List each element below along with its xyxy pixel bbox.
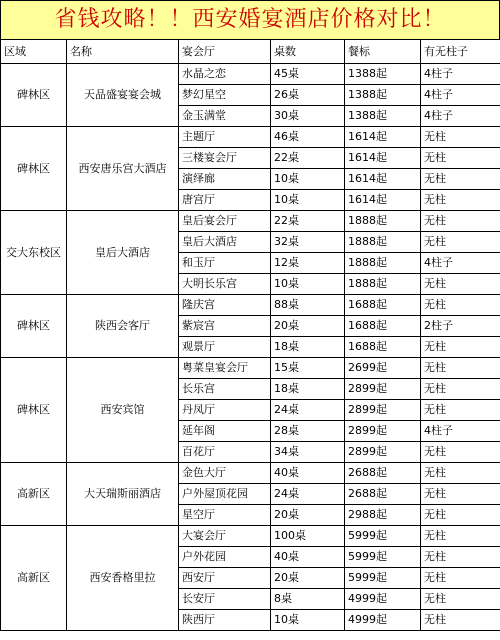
tables-cell: 12桌 <box>271 253 345 274</box>
tables-cell: 22桌 <box>271 148 345 169</box>
tables-cell: 26桌 <box>271 85 345 106</box>
table-row <box>1 526 500 547</box>
tables-cell: 20桌 <box>271 316 345 337</box>
tables-cell: 18桌 <box>271 379 345 400</box>
tables-cell: 10桌 <box>271 169 345 190</box>
hotel-price-table <box>0 39 500 631</box>
tables-cell: 10桌 <box>271 610 345 631</box>
pillars-cell: 2柱子 <box>421 316 500 337</box>
district-cell: 碑林区 <box>1 358 67 463</box>
district-cell: 碑林区 <box>1 295 67 358</box>
tables-cell: 24桌 <box>271 400 345 421</box>
tables-cell: 22桌 <box>271 211 345 232</box>
hall-cell: 陕西厅 <box>179 610 271 631</box>
price-cell: 1888起 <box>345 211 421 232</box>
district-cell: 碑林区 <box>1 64 67 127</box>
hotel-name-cell: 天品盛宴宴会城 <box>67 64 179 127</box>
tables-cell: 24桌 <box>271 484 345 505</box>
table-row <box>1 127 500 148</box>
table-row <box>1 64 500 85</box>
district-cell: 碑林区 <box>1 127 67 211</box>
price-cell: 1388起 <box>345 64 421 85</box>
pillars-cell: 无柱 <box>421 379 500 400</box>
tables-cell: 40桌 <box>271 463 345 484</box>
hall-cell: 和玉厅 <box>179 253 271 274</box>
tables-cell: 10桌 <box>271 190 345 211</box>
pillars-cell: 4柱子 <box>421 253 500 274</box>
page-title: 省钱攻略！！西安婚宴酒店价格对比！ <box>0 0 500 40</box>
price-cell: 1614起 <box>345 190 421 211</box>
tables-cell: 88桌 <box>271 295 345 316</box>
price-cell: 2899起 <box>345 442 421 463</box>
pillars-cell: 无柱 <box>421 337 500 358</box>
hall-cell: 星空厅 <box>179 505 271 526</box>
hall-cell: 延年阁 <box>179 421 271 442</box>
pillars-cell: 无柱 <box>421 127 500 148</box>
tables-cell: 20桌 <box>271 568 345 589</box>
tables-cell: 28桌 <box>271 421 345 442</box>
hall-cell: 皇后大酒店 <box>179 232 271 253</box>
price-cell: 5999起 <box>345 526 421 547</box>
tables-cell: 30桌 <box>271 106 345 127</box>
hall-cell: 大明长乐宫 <box>179 274 271 295</box>
tables-cell: 15桌 <box>271 358 345 379</box>
tables-cell: 10桌 <box>271 274 345 295</box>
district-cell: 交大东校区 <box>1 211 67 295</box>
header-tables: 桌数 <box>271 40 345 64</box>
price-cell: 1888起 <box>345 274 421 295</box>
pillars-cell: 无柱 <box>421 547 500 568</box>
hall-cell: 演绎廊 <box>179 169 271 190</box>
header-price: 餐标 <box>345 40 421 64</box>
tables-cell: 8桌 <box>271 589 345 610</box>
price-cell: 2688起 <box>345 463 421 484</box>
hall-cell: 粤菜皇宴会厅 <box>179 358 271 379</box>
hotel-name-cell: 大天瑞斯丽酒店 <box>67 463 179 526</box>
hall-cell: 西安厅 <box>179 568 271 589</box>
hall-cell: 三楼宴会厅 <box>179 148 271 169</box>
table-row <box>1 211 500 232</box>
table-body <box>1 64 500 631</box>
hall-cell: 户外屋顶花园 <box>179 484 271 505</box>
pillars-cell: 无柱 <box>421 274 500 295</box>
hall-cell: 长安厅 <box>179 589 271 610</box>
district-cell: 高新区 <box>1 526 67 631</box>
price-cell: 1688起 <box>345 337 421 358</box>
pillars-cell: 无柱 <box>421 169 500 190</box>
pillars-cell: 无柱 <box>421 568 500 589</box>
price-cell: 2899起 <box>345 379 421 400</box>
table-row <box>1 295 500 316</box>
price-cell: 4999起 <box>345 589 421 610</box>
hotel-name-cell: 西安香格里拉 <box>67 526 179 631</box>
hall-cell: 水晶之恋 <box>179 64 271 85</box>
tables-cell: 46桌 <box>271 127 345 148</box>
hall-cell: 大宴会厅 <box>179 526 271 547</box>
hall-cell: 观景厅 <box>179 337 271 358</box>
hall-cell: 丹凤厅 <box>179 400 271 421</box>
hall-cell: 金色大厅 <box>179 463 271 484</box>
tables-cell: 40桌 <box>271 547 345 568</box>
hotel-name-cell: 陕西会客厅 <box>67 295 179 358</box>
pillars-cell: 无柱 <box>421 505 500 526</box>
hotel-name-cell: 皇后大酒店 <box>67 211 179 295</box>
price-cell: 1888起 <box>345 232 421 253</box>
header-district: 区域 <box>1 40 67 64</box>
table-row <box>1 358 500 379</box>
price-cell: 1614起 <box>345 169 421 190</box>
price-cell: 1614起 <box>345 148 421 169</box>
hall-cell: 百花厅 <box>179 442 271 463</box>
hall-cell: 隆庆宫 <box>179 295 271 316</box>
pillars-cell: 无柱 <box>421 148 500 169</box>
price-cell: 2688起 <box>345 484 421 505</box>
table-row <box>1 463 500 484</box>
hall-cell: 紫宸宫 <box>179 316 271 337</box>
price-cell: 5999起 <box>345 568 421 589</box>
header-hall: 宴会厅 <box>179 40 271 64</box>
pillars-cell: 无柱 <box>421 610 500 631</box>
pillars-cell: 无柱 <box>421 484 500 505</box>
pillars-cell: 无柱 <box>421 589 500 610</box>
hall-cell: 长乐宫 <box>179 379 271 400</box>
hall-cell: 皇后宴会厅 <box>179 211 271 232</box>
pillars-cell: 无柱 <box>421 526 500 547</box>
price-cell: 2699起 <box>345 358 421 379</box>
price-cell: 1388起 <box>345 106 421 127</box>
header-hotel: 名称 <box>67 40 179 64</box>
tables-cell: 45桌 <box>271 64 345 85</box>
tables-cell: 32桌 <box>271 232 345 253</box>
price-cell: 1688起 <box>345 295 421 316</box>
hall-cell: 户外花园 <box>179 547 271 568</box>
pillars-cell: 4柱子 <box>421 421 500 442</box>
price-cell: 1388起 <box>345 85 421 106</box>
pillars-cell: 4柱子 <box>421 64 500 85</box>
tables-cell: 18桌 <box>271 337 345 358</box>
tables-cell: 34桌 <box>271 442 345 463</box>
hall-cell: 梦幻星空 <box>179 85 271 106</box>
pillars-cell: 无柱 <box>421 463 500 484</box>
tables-cell: 20桌 <box>271 505 345 526</box>
price-cell: 2988起 <box>345 505 421 526</box>
pillars-cell: 无柱 <box>421 211 500 232</box>
pillars-cell: 无柱 <box>421 295 500 316</box>
hotel-name-cell: 西安唐乐宫大酒店 <box>67 127 179 211</box>
district-cell: 高新区 <box>1 463 67 526</box>
tables-cell: 100桌 <box>271 526 345 547</box>
pillars-cell: 4柱子 <box>421 106 500 127</box>
pillars-cell: 无柱 <box>421 232 500 253</box>
price-cell: 2899起 <box>345 400 421 421</box>
price-cell: 1614起 <box>345 127 421 148</box>
pillars-cell: 4柱子 <box>421 85 500 106</box>
price-cell: 4999起 <box>345 610 421 631</box>
pillars-cell: 无柱 <box>421 358 500 379</box>
hotel-name-cell: 西安宾馆 <box>67 358 179 463</box>
hall-cell: 金玉满堂 <box>179 106 271 127</box>
hall-cell: 主题厅 <box>179 127 271 148</box>
price-cell: 1888起 <box>345 253 421 274</box>
pillars-cell: 无柱 <box>421 400 500 421</box>
price-cell: 2899起 <box>345 421 421 442</box>
header-row <box>1 40 500 64</box>
header-pillars: 有无柱子 <box>421 40 500 64</box>
pillars-cell: 无柱 <box>421 190 500 211</box>
price-cell: 5999起 <box>345 547 421 568</box>
hall-cell: 唐宫厅 <box>179 190 271 211</box>
price-cell: 1688起 <box>345 316 421 337</box>
pillars-cell: 无柱 <box>421 442 500 463</box>
